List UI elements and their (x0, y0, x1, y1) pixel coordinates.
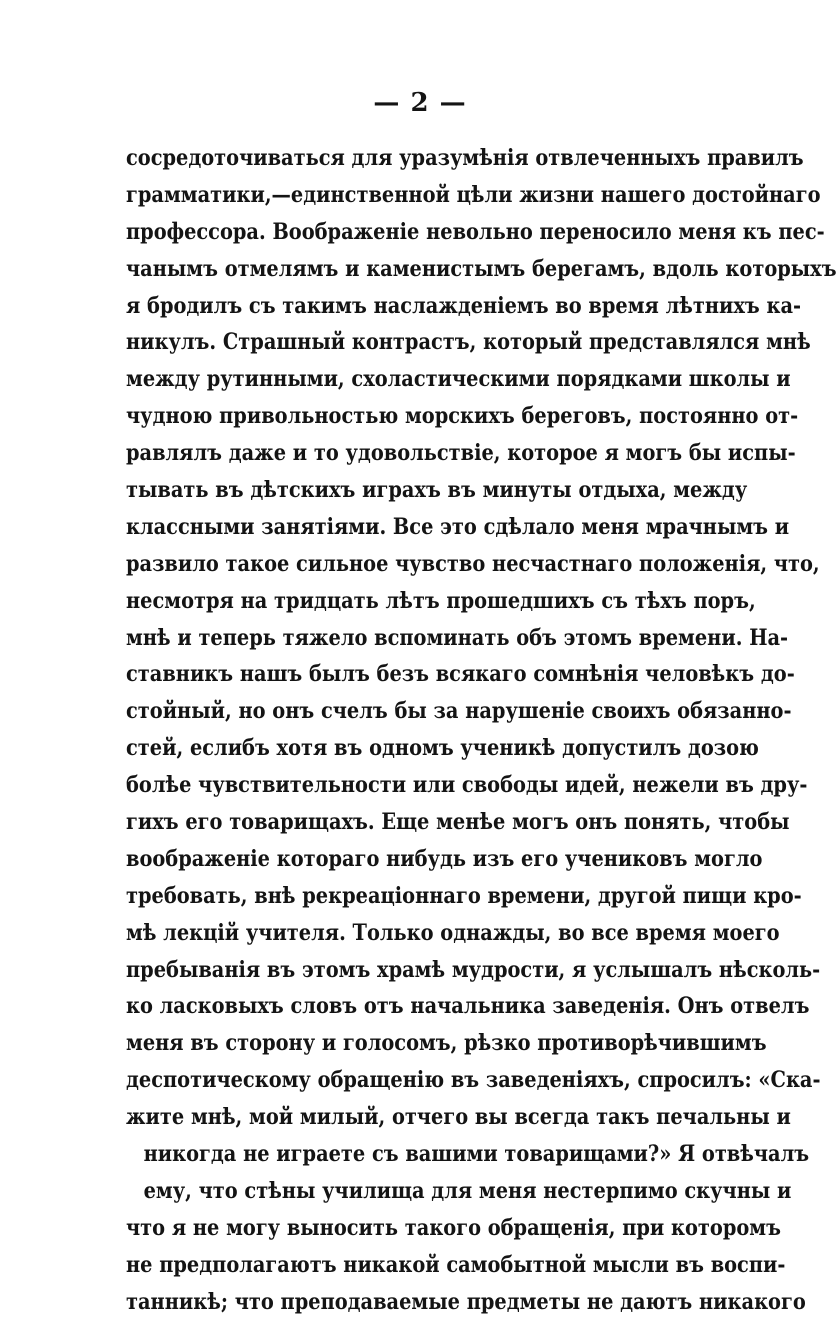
text-line: стей, еслибъ хотя въ одномъ ученикѣ допустилъ дозою (126, 735, 759, 762)
text-line: ко ласковыхъ словъ отъ начальника заведенія. Онъ отвелъ (126, 993, 810, 1020)
text-line: грамматики,—единственной цѣли жизни нашего достойнаго (126, 181, 821, 208)
text-line: танникѣ; что преподаваемые предметы не даютъ никакого (126, 1288, 806, 1315)
text-line: что я не могу выносить такого обращенія, при которомъ (126, 1214, 781, 1241)
text-line: между рутинными, схоластическими порядками школы и (126, 366, 791, 393)
text-line: классными занятіями. Все это сдѣлало меня мрачнымъ и (126, 513, 790, 540)
text-line: профессора. Воображеніе невольно переносило меня къ пес- (126, 218, 825, 245)
text-line: деспотическому обращенію въ заведеніяхъ, спросилъ: «Ска- (126, 1067, 821, 1094)
text-line: равлялъ даже и то удовольствіе, которое я могъ бы испы- (126, 440, 796, 467)
text-line: чанымъ отмелямъ и каменистымъ берегамъ, вдоль которыхъ (126, 255, 837, 282)
text-line: мнѣ и теперь тяжело вспоминать объ этомъ времени. На- (126, 624, 789, 651)
text-line: меня въ сторону и голосомъ, рѣзко противорѣчившимъ (126, 1030, 767, 1057)
text-line: я бродилъ съ такимъ наслажденіемъ во время лѣтнихъ ка- (126, 292, 802, 319)
text-line: тывать въ дѣтскихъ играхъ въ минуты отдыха, между (126, 477, 748, 504)
text-line: воображеніе котораго нибудь изъ его учениковъ могло (126, 845, 763, 872)
text-line: стойный, но онъ счелъ бы за нарушеніе своихъ обязанно- (126, 698, 792, 725)
text-line: ему, что стѣны училища для меня нестерпимо скучны и (143, 1177, 792, 1204)
text-line: мѣ лекцій учителя. Только однажды, во все время моего (126, 919, 780, 946)
text-line: требовать, внѣ рекреаціоннаго времени, другой пищи кро- (126, 882, 802, 909)
text-line: ставникъ нашъ былъ безъ всякаго сомнѣнія человѣкъ до- (126, 661, 795, 688)
text-line: чудною привольностью морскихъ береговъ, постоянно от- (126, 403, 799, 430)
text-line: гихъ его товарищахъ. Еще менѣе могъ онъ понять, чтобы (126, 809, 790, 836)
text-line: не предполагаютъ никакой самобытной мысли въ воспи- (126, 1251, 786, 1278)
text-line: несмотря на тридцать лѣтъ прошедшихъ съ тѣхъ поръ, (126, 587, 756, 614)
body-text (126, 140, 837, 1321)
text-line: сосредоточиваться для уразумѣнія отвлеченныхъ правилъ (126, 145, 804, 171)
text-line: никогда не играете съ вашими товарищами?» Я отвѣчалъ (143, 1141, 810, 1168)
text-line: никулъ. Страшный контрастъ, который представлялся мнѣ (126, 329, 811, 356)
text-line: болѣе чувствительности или свободы идей, нежели въ дру- (126, 772, 808, 799)
page-number: — 2 — (373, 88, 467, 118)
text-line: пребыванія въ этомъ храмѣ мудрости, я услышалъ нѣсколь- (126, 956, 821, 983)
text-line: развило такое сильное чувство несчастнаго положенія, что, (126, 550, 820, 577)
text-line: жите мнѣ, мой милый, отчего вы всегда такъ печальны и (126, 1104, 791, 1131)
